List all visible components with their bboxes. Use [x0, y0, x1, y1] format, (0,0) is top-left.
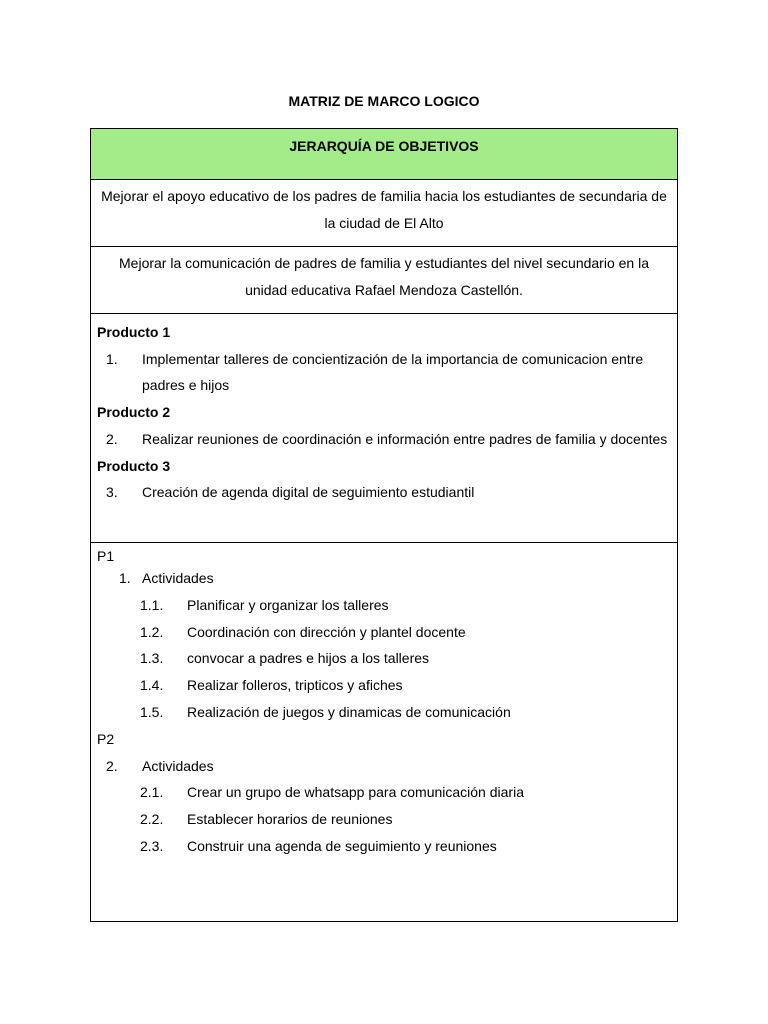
activity-item: [97, 699, 671, 726]
activity-text: Establecer horarios de reuniones: [187, 811, 393, 828]
producto-1-number: 1.: [106, 350, 118, 367]
activities-1-label: Actividades: [142, 570, 214, 586]
fin-row: [91, 180, 678, 247]
document-title: MATRIZ DE MARCO LOGICO: [288, 93, 480, 109]
activities-1-number: 1.: [119, 570, 131, 586]
activity-item: [97, 672, 671, 699]
activity-number: 1.2.: [140, 623, 164, 640]
producto-3-text: Creación de agenda digital de seguimiento estudiantil: [142, 484, 475, 501]
activity-number: 1.5.: [140, 703, 164, 720]
activity-number: 2.1.: [140, 784, 164, 801]
activity-item: [97, 779, 671, 806]
header-row: [91, 129, 678, 180]
activity-text: Coordinación con dirección y plantel docente: [187, 623, 466, 640]
productos-cell: [91, 314, 678, 543]
producto-1-label: Producto 1: [97, 324, 171, 340]
activity-item: [97, 806, 671, 833]
activity-item: [97, 619, 671, 646]
fin-cell: Mejorar el apoyo educativo de los padres de familia hacia los estudiantes de secundaria de la ciudad de El Alto: [91, 180, 678, 247]
producto-1-item: [97, 346, 671, 399]
producto-3-item: [97, 479, 671, 506]
header-cell: [91, 129, 678, 180]
activity-text: Crear un grupo de whatsapp para comunicación diaria: [187, 784, 524, 801]
producto-1-text: Implementar talleres de concientización de la importancia de comunicacion entre padres e hijos: [142, 350, 644, 394]
producto-2-label: Producto 2: [97, 404, 171, 421]
group-p2-label: P2: [97, 730, 115, 747]
proposito-cell: Mejorar la comunicación de padres de familia y estudiantes del nivel secundario en la unidad educativa Rafael Mendoza Castellón.: [91, 247, 678, 314]
producto-3-number: 3.: [106, 484, 118, 501]
activity-text: Construir una agenda de seguimiento y reuniones: [187, 837, 497, 854]
activity-item: [97, 645, 671, 672]
group-p1-label: P1: [97, 548, 115, 564]
header-label: JERARQUÍA DE OBJETIVOS: [289, 138, 479, 154]
actividades-row: [91, 543, 678, 922]
activity-number: 1.1.: [140, 596, 164, 613]
activities-1-heading: [97, 565, 671, 592]
activity-item: [97, 592, 671, 619]
activity-number: 1.4.: [140, 677, 164, 694]
activity-item: [97, 833, 671, 860]
producto-2-text: Realizar reuniones de coordinación e información entre padres de familia y docentes: [142, 430, 668, 447]
producto-2-item: [97, 426, 671, 453]
activity-number: 2.3.: [140, 837, 164, 854]
activity-number: 2.2.: [140, 811, 164, 828]
logical-framework-table: [90, 128, 678, 922]
activity-text: convocar a padres e hijos a los talleres: [187, 650, 430, 667]
activity-text: Realizar folleros, tripticos y afiches: [187, 677, 403, 694]
proposito-row: [91, 247, 678, 314]
productos-row: [91, 314, 678, 543]
activity-text: Planificar y organizar los talleres: [187, 596, 389, 613]
activities-2-number: 2.: [106, 757, 118, 774]
activity-text: Realización de juegos y dinamicas de comunicación: [187, 703, 511, 720]
activities-2-label: Actividades: [142, 757, 214, 774]
actividades-cell: [91, 543, 678, 922]
activity-number: 1.3.: [140, 650, 164, 667]
producto-2-number: 2.: [106, 430, 118, 447]
producto-3-label: Producto 3: [97, 457, 171, 474]
activities-2-heading: [97, 753, 671, 780]
